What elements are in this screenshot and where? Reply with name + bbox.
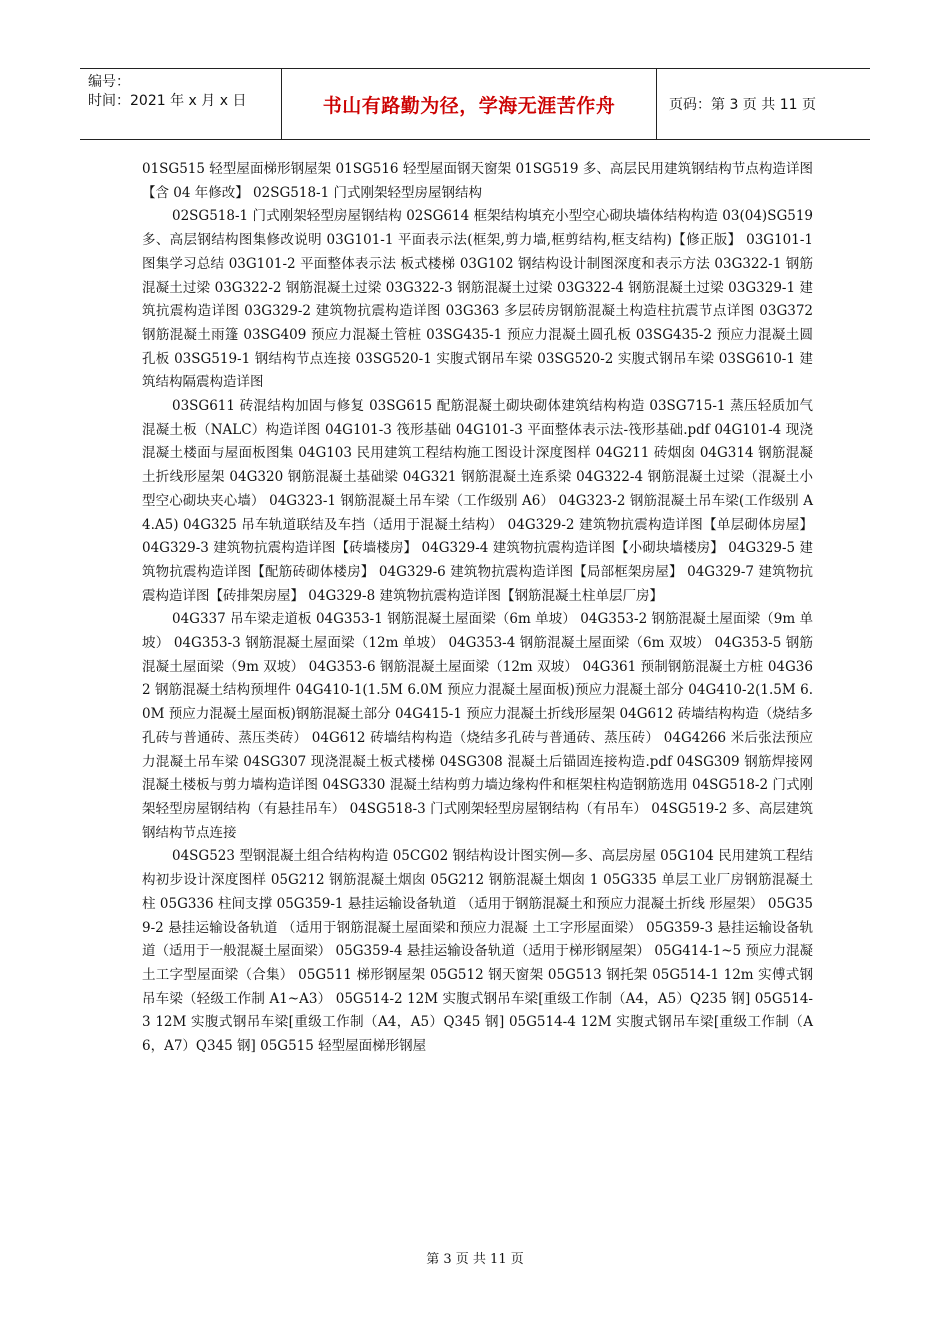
page-header: [80, 68, 870, 140]
code-label: 编号：: [88, 74, 130, 90]
paragraph-5: 04SG523 型钢混凝土组合结构构造 05CG02 钢结构设计图实例—多、高层房屋 05G104 民用建筑工程结构初步设计深度图样 05G212 钢筋混凝土烟囱 05G212 钢筋混凝土烟囱 1 05G335 单层工业厂房钢筋混凝土柱 05G336 柱间支撑 05G359-1 悬挂运输设备轨道 （适用于钢筋混凝土和预应力混凝土折线 形屋架） 05G359-2 悬挂运输设备轨道 （适用于钢筋混凝土屋面梁和预应力混凝 土工字形屋面梁） 05G359-3 悬挂运输设备轨道（适用于一般混凝土屋面梁） 05G359-4 悬挂运输设备轨道（适用于梯形钢屋架） 05G414-1~5 预应力混凝土工字型屋面梁（合集） 05G511 梯形钢屋架 05G512 钢天窗架 05G513 钢托架 05G514-1 12m 实傅式钢吊车梁（轻级工作制 A1~A3） 05G514-2 12M 实腹式钢吊车梁[重级工作制（A4，A5）Q235 钢] 05G514-3 12M 实腹式钢吊车梁[重级工作制（A4，A5）Q345 钢] 05G514-4 12M 实腹式钢吊车梁[重级工作制（A6，A7）Q345 钢] 05G515 轻型屋面梯形钢屋: [142, 848, 813, 1055]
page-footer: 第 3 页 共 11 页: [426, 1252, 524, 1267]
paragraph-4: 04G337 吊车梁走道板 04G353-1 钢筋混凝土屋面梁（6m 单坡） 04G353-2 钢筋混凝土屋面梁（9m 单坡） 04G353-3 钢筋混凝土屋面梁（12m 单坡） 04G353-4 钢筋混凝土屋面梁（6m 双坡） 04G353-5 钢筋混凝土屋面梁（9m 双坡） 04G353-6 钢筋混凝土屋面梁（12m 双坡） 04G361 预制钢筋混凝土方桩 04G362 钢筋混凝土结构预埋件 04G410-1(1.5M 6.0M 预应力混凝土屋面板)预应力混凝土部分 04G410-2(1.5M 6.0M 预应力混凝土屋面板)钢筋混凝土部分 04G415-1 预应力混凝土折线形屋架 04G612 砖墙结构构造（烧结多孔砖与普通砖、蒸压类砖） 04G612 砖墙结构构造（烧结多孔砖与普通砖、蒸压砖） 04G4266 米后张法预应力混凝土吊车梁 04SG307 现浇混凝土板式楼梯 04SG308 混凝土后锚固连接构造.pdf 04SG309 钢筋焊接网混凝土楼板与剪力墙构造详图 04SG330 混凝土结构剪力墙边缘构件和框架柱构造钢筋选用 04SG518-2 门式刚架轻型房屋钢结构（有悬挂吊车） 04SG518-3 门式刚架轻型房屋钢结构（有吊车） 04SG519-2 多、高层建筑钢结构节点连接: [142, 611, 813, 841]
header-meta: [80, 69, 282, 139]
paragraph-3: 03SG611 砖混结构加固与修复 03SG615 配筋混凝土砌块砌体建筑结构构造 03SG715-1 蒸压轻质加气混凝土板（NALC）构造详图 04G101-3 筏形基础 04G101-3 平面整体表示法-筏形基础.pdf 04G101-4 现浇混凝土楼面与屋面板图集 04G103 民用建筑工程结构施工图设计深度图样 04G211 砖烟囱 04G314 钢筋混凝土折线形屋架 04G320 钢筋混凝土基础梁 04G321 钢筋混凝土连系梁 04G322-4 钢筋混凝土过梁（混凝土小型空心砌块夹心墙） 04G323-1 钢筋混凝土吊车梁（工作级别 A6） 04G323-2 钢筋混凝土吊车梁(工作级别 A4.A5) 04G325 吊车轨道联结及车挡（适用于混凝土结构） 04G329-2 建筑物抗震构造详图【单层砌体房屋】 04G329-3 建筑物抗震构造详图【砖墙楼房】 04G329-4 建筑物抗震构造详图【小砌块墙楼房】 04G329-5 建筑物抗震构造详图【配筋砖砌体楼房】 04G329-6 建筑物抗震构造详图【局部框架房屋】 04G329-7 建筑物抗震构造详图【砖排架房屋】 04G329-8 建筑物抗震构造详图【钢筋混凝土柱单层厂房】: [142, 398, 813, 604]
header-motto: 书山有路勤为径，学海无涯苦作舟: [282, 69, 657, 139]
paragraph-2: 02SG518-1 门式刚架轻型房屋钢结构 02SG614 框架结构填充小型空心砌块墙体结构构造 03(04)SG519 多、高层钢结构图集修改说明 03G101-1 平面表示法(框架,剪力墙,框剪结构,框支结构)【修正版】 03G101-1 图集学习总结 03G101-2 平面整体表示法 板式楼梯 03G102 钢结构设计制图深度和表示方法 03G322-1 钢筋混凝土过梁 03G322-2 钢筋混凝土过梁 03G322-3 钢筋混凝土过梁 03G322-4 钢筋混凝土过梁 03G329-1 建筑抗震构造详图 03G329-2 建筑物抗震构造详图 03G363 多层砖房钢筋混凝土构造柱抗震节点详图 03G372 钢筋混凝土雨篷 03SG409 预应力混凝土管桩 03SG435-1 预应力混凝土圆孔板 03SG435-2 预应力混凝土圆孔板 03SG519-1 钢结构节点连接 03SG520-1 实腹式钢吊车梁 03SG520-2 实腹式钢吊车梁 03SG610-1 建筑结构隔震构造详图: [142, 208, 813, 391]
header-page-number: 页码：第 3 页 共 11 页: [669, 97, 816, 113]
paragraph-1: 01SG515 轻型屋面梯形钢屋架 01SG516 轻型屋面钢天窗架 01SG519 多、高层民用建筑钢结构节点构造详图【含 04 年修改】 02SG518-1 门式刚架轻型房屋钢结构: [142, 161, 813, 201]
time-label: 时间：2021 年 x 月 x 日: [88, 93, 247, 109]
document-body: [142, 158, 813, 1059]
